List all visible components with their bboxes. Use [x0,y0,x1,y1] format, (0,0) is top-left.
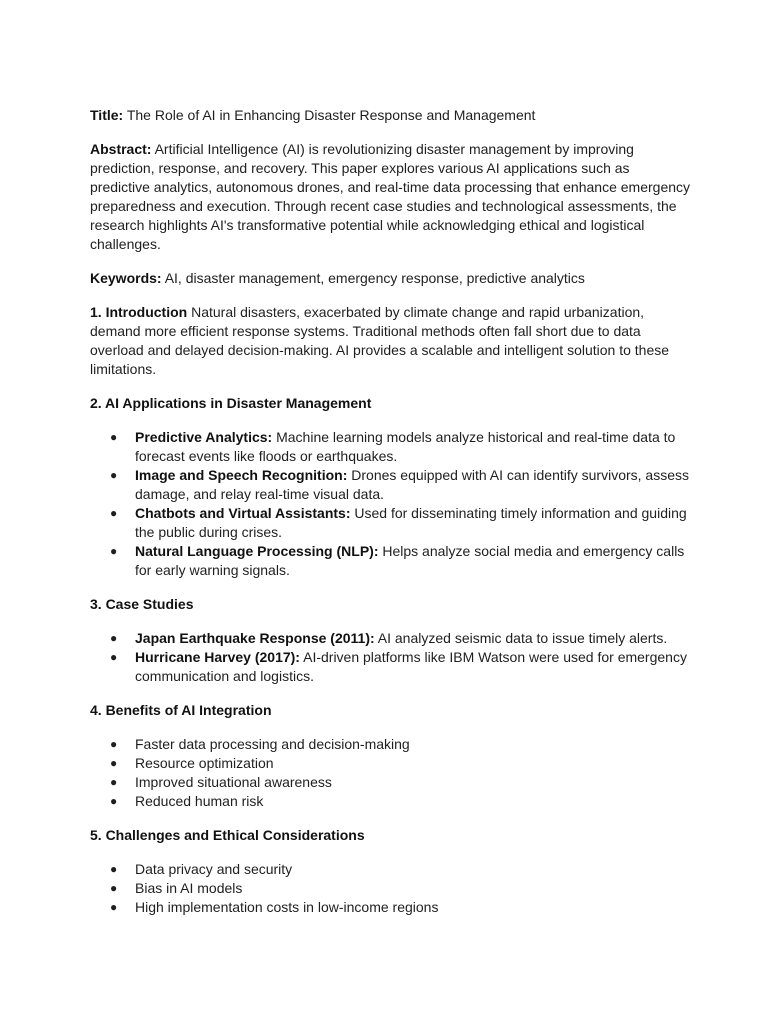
list-item [90,542,690,580]
list-item [90,754,690,773]
case-studies-heading: 3. Case Studies [90,596,194,612]
bullet-icon: ● [110,900,118,914]
list-item-text: Resource optimization [135,755,274,771]
list-item [90,629,690,648]
list-item-text: Helps analyze social media and emergency calls for early warning signals. [135,543,685,578]
list-item [90,898,690,917]
bullet-icon: ● [110,881,118,895]
list-item-term: Predictive Analytics: [135,429,273,445]
bullet-icon: ● [110,650,118,664]
introduction-text: Natural disasters, exacerbated by climate change and rapid urbanization, demand more efficient response systems. Traditional methods often fall short due to data overload and delayed decision-making. AI provides a scalable and intelligent solution to these limitations. [90,304,670,377]
title-text: The Role of AI in Enhancing Disaster Response and Management [126,107,536,123]
benefits-heading: 4. Benefits of AI Integration [90,702,272,718]
list-item-term: Image and Speech Recognition: [135,467,348,483]
list-item-text: Data privacy and security [135,861,293,877]
document-page [90,106,690,932]
bullet-icon: ● [110,794,118,808]
list-item [90,504,690,542]
list-item-text: Machine learning models analyze historical and real-time data to forecast events like floods or earthquakes. [135,429,676,464]
challenges-heading: 5. Challenges and Ethical Considerations [90,827,365,843]
introduction-paragraph [90,303,690,379]
applications-list [90,428,690,580]
title-label: Title: [90,107,124,123]
abstract-label: Abstract: [90,141,152,157]
list-item [90,792,690,811]
list-item [90,879,690,898]
bullet-icon: ● [110,862,118,876]
list-item-term: Natural Language Processing (NLP): [135,543,379,559]
keywords-text: AI, disaster management, emergency response, predictive analytics [164,270,585,286]
list-item [90,860,690,879]
bullet-icon: ● [110,631,118,645]
bullet-icon: ● [110,775,118,789]
title-paragraph [90,106,690,125]
list-item [90,648,690,686]
bullet-icon: ● [110,544,118,558]
bullet-icon: ● [110,756,118,770]
list-item-text: Bias in AI models [135,880,243,896]
keywords-paragraph [90,269,690,288]
list-item-term: Japan Earthquake Response (2011): [135,630,375,646]
list-item-term: Hurricane Harvey (2017): [135,649,300,665]
list-item-text: AI analyzed seismic data to issue timely alerts. [377,630,668,646]
list-item-text: High implementation costs in low-income regions [135,899,439,915]
list-item-text: Used for disseminating timely information and guiding the public during crises. [135,505,687,540]
list-item [90,428,690,466]
bullet-icon: ● [110,737,118,751]
bullet-icon: ● [110,468,118,482]
list-item-text: Reduced human risk [135,793,264,809]
case-studies-list [90,629,690,686]
abstract-text: Artificial Intelligence (AI) is revolutionizing disaster management by improving prediction, response, and recovery. This paper explores various AI applications such as predictive analytics, autonomous drones, and real-time data processing that enhance emergency preparedness and execution. Through recent case studies and technological assessments, the research highlights AI's transformative potential while acknowledging ethical and logistical challenges. [90,141,691,252]
list-item-text: Faster data processing and decision-making [135,736,410,752]
list-item [90,466,690,504]
list-item-term: Chatbots and Virtual Assistants: [135,505,351,521]
list-item [90,735,690,754]
list-item-text: Drones equipped with AI can identify survivors, assess damage, and relay real-time visual data. [135,467,689,502]
abstract-paragraph [90,140,690,254]
bullet-icon: ● [110,430,118,444]
challenges-list [90,860,690,917]
introduction-heading: 1. Introduction [90,304,188,320]
list-item-text: AI-driven platforms like IBM Watson were used for emergency communication and logistics. [135,649,687,684]
list-item-text: Improved situational awareness [135,774,332,790]
applications-heading: 2. AI Applications in Disaster Management [90,395,372,411]
benefits-list [90,735,690,811]
list-item [90,773,690,792]
keywords-label: Keywords: [90,270,162,286]
bullet-icon: ● [110,506,118,520]
